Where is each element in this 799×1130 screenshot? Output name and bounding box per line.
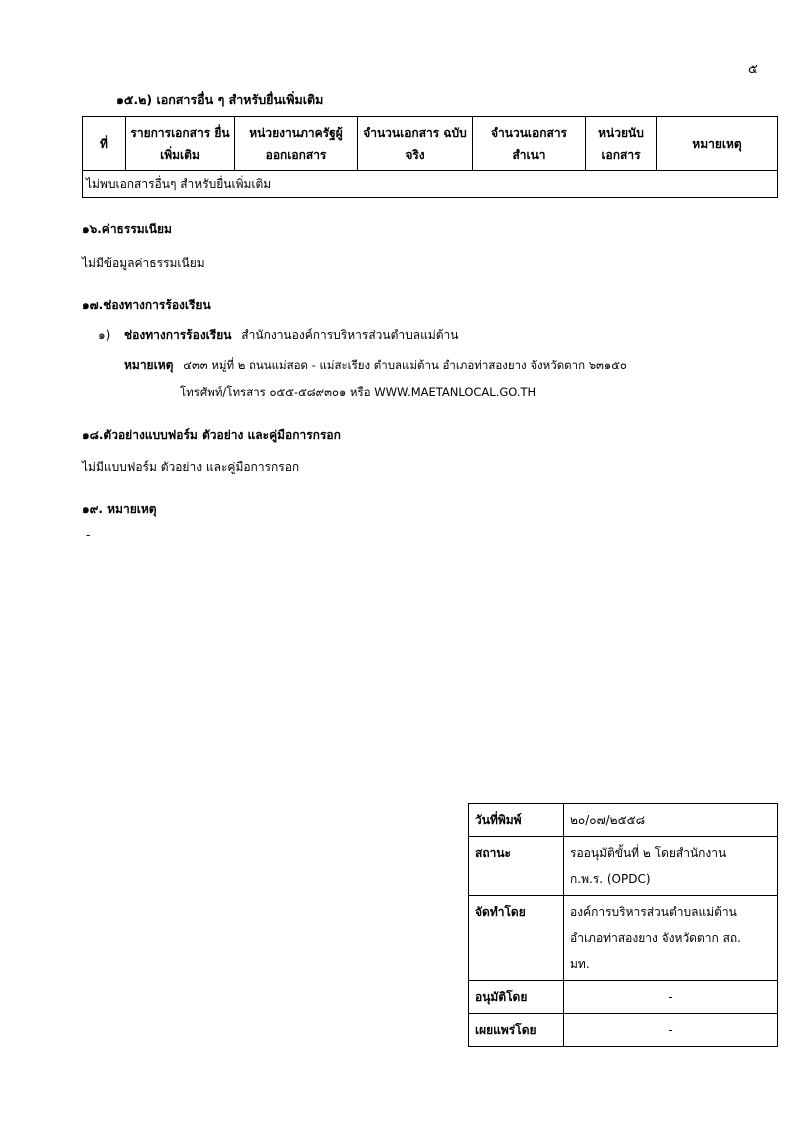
- prepared-by-label: จัดทำโดย: [469, 896, 564, 981]
- column-header-label: รายการเอกสาร ยื่นเพิ่มเติม: [130, 125, 230, 162]
- table-header-row: [83, 117, 778, 171]
- prepared-by-line: อำเภอท่าสองยาง จังหวัดตาก สถ.: [570, 931, 741, 945]
- complaint-note-address: ๔๓๓ หมู่ที่ ๒ ถนนแม่สอด - แม่สะเรียง ตำบลแม่ต้าน อำเภอท่าสองยาง จังหวัดตาก ๖๓๑๕๐: [183, 358, 627, 372]
- prepared-by-line: องค์การบริหารส่วนตำบลแม่ต้าน: [570, 905, 737, 919]
- prepared-by-line: มท.: [570, 957, 590, 971]
- column-header-document-list: [126, 117, 235, 171]
- section-16-body: ไม่มีข้อมูลค่าธรรมเนียม: [82, 256, 205, 270]
- column-header-no: ที่: [83, 117, 126, 171]
- table-row: [83, 171, 778, 198]
- print-date-label: วันที่พิมพ์: [469, 804, 564, 837]
- document-info-table: [468, 803, 778, 1047]
- empty-row-message: ไม่พบเอกสารอื่นๆ สำหรับยื่นเพิ่มเติม: [83, 171, 778, 198]
- status-value: [564, 837, 778, 896]
- published-by-label: เผยแพร่โดย: [469, 1014, 564, 1047]
- column-header-label: จำนวนเอกสาร ฉบับจริง: [363, 125, 467, 162]
- complaint-note: [124, 356, 627, 375]
- approved-by-value: -: [564, 981, 778, 1014]
- prepared-by-value: [564, 896, 778, 981]
- complaint-item-label: ช่องทางการร้องเรียน: [124, 328, 232, 342]
- section-15-2-title: ๑๕.๒) เอกสารอื่น ๆ สำหรับยื่นเพิ่มเติม: [116, 92, 324, 107]
- column-header-label: หน่วยนับ เอกสาร: [598, 125, 644, 162]
- info-row-status: [469, 837, 778, 896]
- complaint-item-number: ๑): [98, 328, 111, 342]
- complaint-item-value: สำนักงานองค์การบริหารส่วนตำบลแม่ต้าน: [241, 328, 459, 342]
- column-header-issuing-agency: [235, 117, 358, 171]
- info-row-approved-by: [469, 981, 778, 1014]
- column-header-label: หน่วยงานภาครัฐผู้ ออกเอกสาร: [249, 125, 343, 162]
- section-18-body: ไม่มีแบบฟอร์ม ตัวอย่าง และคู่มือการกรอก: [82, 460, 300, 474]
- column-header-remarks: หมายเหตุ: [657, 117, 778, 171]
- page-number: ๕: [748, 62, 758, 77]
- complaint-item: [124, 326, 458, 345]
- column-header-copy-count: [473, 117, 586, 171]
- complaint-note-label: หมายเหตุ: [124, 358, 174, 372]
- section-19-title: ๑๙. หมายเหตุ: [82, 502, 157, 516]
- status-line: ก.พ.ร. (OPDC): [570, 872, 651, 886]
- column-header-original-count: [358, 117, 473, 171]
- info-row-print-date: [469, 804, 778, 837]
- other-documents-table: [82, 116, 778, 198]
- column-header-unit: [586, 117, 657, 171]
- status-label: สถานะ: [469, 837, 564, 896]
- status-line: รออนุมัติขั้นที่ ๒ โดยสำนักงาน: [570, 846, 727, 860]
- published-by-value: -: [564, 1014, 778, 1047]
- complaint-note-contact: โทรศัพท์/โทรสาร ๐๕๕-๕๘๙๓๐๑ หรือ WWW.MAETANLOCAL.GO.TH: [180, 385, 537, 399]
- section-17-title: ๑๗.ช่องทางการร้องเรียน: [82, 298, 211, 312]
- print-date-value: ๒๐/๐๗/๒๕๕๘: [564, 804, 778, 837]
- approved-by-label: อนุมัติโดย: [469, 981, 564, 1014]
- section-19-body: -: [86, 528, 91, 542]
- info-row-prepared-by: [469, 896, 778, 981]
- section-18-title: ๑๘.ตัวอย่างแบบฟอร์ม ตัวอย่าง และคู่มือการกรอก: [82, 428, 341, 442]
- column-header-label: จำนวนเอกสาร สำเนา: [491, 125, 567, 162]
- section-16-title: ๑๖.ค่าธรรมเนียม: [82, 222, 172, 236]
- info-row-published-by: [469, 1014, 778, 1047]
